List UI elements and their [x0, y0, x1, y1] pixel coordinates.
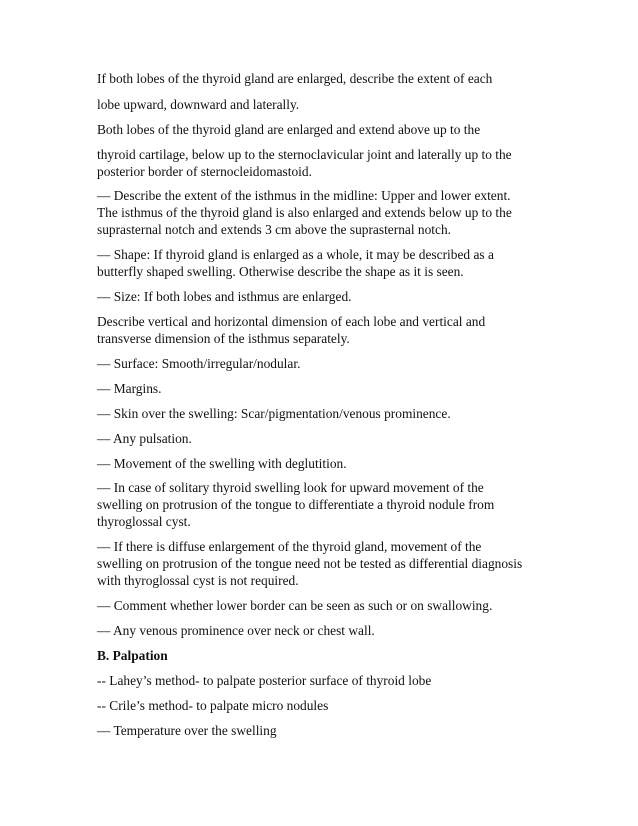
text-line: If both lobes of the thyroid gland are enlarged, describe the extent of each — [97, 71, 493, 86]
paragraph-19 — [97, 697, 547, 714]
text-line: — In case of solitary thyroid swelling look for upward movement of the — [97, 480, 484, 495]
paragraph-12 — [97, 430, 547, 447]
text-line: swelling on protrusion of the tongue need not be tested as differential diagnosis — [97, 556, 523, 571]
text-line: swelling on protrusion of the tongue to differentiate a thyroid nodule from — [97, 497, 495, 512]
text-line: posterior border of sternocleidomastoid. — [97, 164, 312, 179]
text-line: The isthmus of the thyroid gland is also enlarged and extends below up to the — [97, 205, 512, 220]
text-line: lobe upward, downward and laterally. — [97, 97, 300, 112]
paragraph-2 — [97, 96, 547, 113]
paragraph-16 — [97, 597, 547, 614]
text-line: thyroglossal cyst. — [97, 514, 191, 529]
paragraph-8 — [97, 313, 547, 347]
paragraph-13 — [97, 455, 547, 472]
text-line: with thyroglossal cyst is not required. — [97, 573, 299, 588]
paragraph-9 — [97, 355, 547, 372]
paragraph-14 — [97, 479, 547, 530]
text-line: — Describe the extent of the isthmus in the midline: Upper and lower extent. — [97, 188, 511, 203]
paragraph-1 — [97, 70, 547, 87]
paragraph-15 — [97, 538, 547, 589]
text-line: Describe vertical and horizontal dimension of each lobe and vertical and — [97, 314, 486, 329]
paragraph-4 — [97, 146, 547, 180]
text-line: Both lobes of the thyroid gland are enlarged and extend above up to the — [97, 122, 481, 137]
text-line: — Comment whether lower border can be seen as such or on swallowing. — [97, 598, 493, 613]
text-line: — Any pulsation. — [97, 431, 192, 446]
heading-text: B. Palpation — [97, 648, 168, 663]
text-line: — Temperature over the swelling — [97, 723, 277, 738]
text-line: -- Crile’s method- to palpate micro nodules — [97, 698, 329, 713]
paragraph-11 — [97, 405, 547, 422]
paragraph-20 — [97, 722, 547, 739]
paragraph-7 — [97, 288, 547, 305]
text-line: — If there is diffuse enlargement of the thyroid gland, movement of the — [97, 539, 482, 554]
paragraph-3 — [97, 121, 547, 138]
text-line: butterfly shaped swelling. Otherwise describe the shape as it is seen. — [97, 264, 464, 279]
text-line: thyroid cartilage, below up to the sternoclavicular joint and laterally up to the — [97, 147, 512, 162]
text-line: — Shape: If thyroid gland is enlarged as a whole, it may be described as a — [97, 247, 494, 262]
paragraph-17 — [97, 622, 547, 639]
paragraph-18 — [97, 672, 547, 689]
paragraph-5 — [97, 187, 547, 238]
text-line: — Margins. — [97, 381, 162, 396]
text-line: suprasternal notch and extends 3 cm above the suprasternal notch. — [97, 222, 451, 237]
text-line: — Any venous prominence over neck or chest wall. — [97, 623, 375, 638]
text-line: — Movement of the swelling with deglutition. — [97, 456, 347, 471]
paragraph-10 — [97, 380, 547, 397]
text-line: transverse dimension of the isthmus separately. — [97, 331, 350, 346]
text-line: — Surface: Smooth/irregular/nodular. — [97, 356, 301, 371]
text-line: — Skin over the swelling: Scar/pigmentation/venous prominence. — [97, 406, 451, 421]
section-heading-palpation — [97, 647, 547, 664]
text-line: — Size: If both lobes and isthmus are enlarged. — [97, 289, 352, 304]
paragraph-6 — [97, 246, 547, 280]
text-line: -- Lahey’s method- to palpate posterior surface of thyroid lobe — [97, 673, 432, 688]
